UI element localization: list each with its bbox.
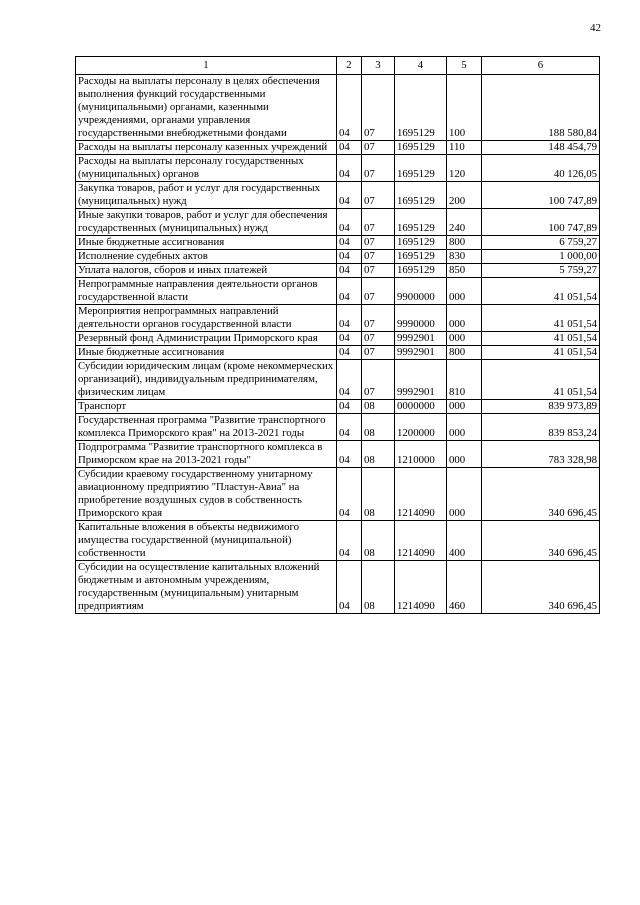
row-name-cell: Расходы на выплаты персоналу в целях обеспечения выполнения функций государственными (муниципальными) органами, казенными учреждениями, органами управления государственными внебюджетными фондами xyxy=(76,75,337,141)
header-cell: 2 xyxy=(337,57,362,75)
row-amount-cell: 100 747,89 xyxy=(482,209,600,236)
table-row xyxy=(76,305,600,332)
row-subsection-cell: 08 xyxy=(362,400,395,414)
row-name-cell: Транспорт xyxy=(76,400,337,414)
row-amount-cell: 5 759,27 xyxy=(482,264,600,278)
row-subsection-cell: 07 xyxy=(362,182,395,209)
row-amount-cell: 40 126,05 xyxy=(482,155,600,182)
header-cell: 6 xyxy=(482,57,600,75)
row-subsection-cell: 07 xyxy=(362,236,395,250)
row-expense-type-cell: 000 xyxy=(447,414,482,441)
row-subsection-cell: 07 xyxy=(362,305,395,332)
row-target-article-cell: 1210000 xyxy=(395,441,447,468)
row-section-cell: 04 xyxy=(337,332,362,346)
table-row xyxy=(76,264,600,278)
row-target-article-cell: 1695129 xyxy=(395,141,447,155)
row-expense-type-cell: 800 xyxy=(447,236,482,250)
row-section-cell: 04 xyxy=(337,264,362,278)
header-cell: 4 xyxy=(395,57,447,75)
row-expense-type-cell: 000 xyxy=(447,400,482,414)
row-target-article-cell: 9900000 xyxy=(395,278,447,305)
row-expense-type-cell: 000 xyxy=(447,468,482,521)
row-amount-cell: 340 696,45 xyxy=(482,521,600,561)
header-cell: 3 xyxy=(362,57,395,75)
table-row xyxy=(76,360,600,400)
row-amount-cell: 6 759,27 xyxy=(482,236,600,250)
row-expense-type-cell: 110 xyxy=(447,141,482,155)
row-subsection-cell: 08 xyxy=(362,561,395,614)
row-section-cell: 04 xyxy=(337,182,362,209)
row-subsection-cell: 07 xyxy=(362,346,395,360)
row-section-cell: 04 xyxy=(337,250,362,264)
row-section-cell: 04 xyxy=(337,360,362,400)
row-subsection-cell: 07 xyxy=(362,264,395,278)
table-header-row xyxy=(76,57,600,75)
table-row xyxy=(76,414,600,441)
row-section-cell: 04 xyxy=(337,155,362,182)
row-name-cell: Иные бюджетные ассигнования xyxy=(76,346,337,360)
row-name-cell: Уплата налогов, сборов и иных платежей xyxy=(76,264,337,278)
row-name-cell: Расходы на выплаты персоналу казенных учреждений xyxy=(76,141,337,155)
row-amount-cell: 188 580,84 xyxy=(482,75,600,141)
row-expense-type-cell: 000 xyxy=(447,441,482,468)
row-section-cell: 04 xyxy=(337,468,362,521)
row-expense-type-cell: 100 xyxy=(447,75,482,141)
table-row xyxy=(76,250,600,264)
row-name-cell: Иные бюджетные ассигнования xyxy=(76,236,337,250)
row-subsection-cell: 07 xyxy=(362,75,395,141)
row-expense-type-cell: 400 xyxy=(447,521,482,561)
row-subsection-cell: 07 xyxy=(362,360,395,400)
row-section-cell: 04 xyxy=(337,209,362,236)
row-target-article-cell: 9992901 xyxy=(395,360,447,400)
row-amount-cell: 41 051,54 xyxy=(482,332,600,346)
table-row xyxy=(76,209,600,236)
row-section-cell: 04 xyxy=(337,346,362,360)
row-name-cell: Расходы на выплаты персоналу государственных (муниципальных) органов xyxy=(76,155,337,182)
row-expense-type-cell: 240 xyxy=(447,209,482,236)
row-amount-cell: 1 000,00 xyxy=(482,250,600,264)
row-target-article-cell: 1214090 xyxy=(395,521,447,561)
row-section-cell: 04 xyxy=(337,441,362,468)
row-subsection-cell: 07 xyxy=(362,332,395,346)
row-subsection-cell: 07 xyxy=(362,141,395,155)
table-row xyxy=(76,441,600,468)
row-expense-type-cell: 800 xyxy=(447,346,482,360)
budget-table xyxy=(75,56,600,614)
row-name-cell: Иные закупки товаров, работ и услуг для обеспечения государственных (муниципальных) нужд xyxy=(76,209,337,236)
row-target-article-cell: 1214090 xyxy=(395,561,447,614)
row-expense-type-cell: 830 xyxy=(447,250,482,264)
row-section-cell: 04 xyxy=(337,305,362,332)
row-name-cell: Непрограммные направления деятельности органов государственной власти xyxy=(76,278,337,305)
table-row xyxy=(76,400,600,414)
row-subsection-cell: 08 xyxy=(362,468,395,521)
row-subsection-cell: 08 xyxy=(362,521,395,561)
row-target-article-cell: 1214090 xyxy=(395,468,447,521)
table-row xyxy=(76,182,600,209)
table-row xyxy=(76,332,600,346)
row-amount-cell: 783 328,98 xyxy=(482,441,600,468)
row-expense-type-cell: 850 xyxy=(447,264,482,278)
row-subsection-cell: 08 xyxy=(362,414,395,441)
row-expense-type-cell: 460 xyxy=(447,561,482,614)
row-amount-cell: 41 051,54 xyxy=(482,278,600,305)
row-name-cell: Субсидии юридическим лицам (кроме некоммерческих организаций), индивидуальным предпринимателям, физическим лицам xyxy=(76,360,337,400)
row-section-cell: 04 xyxy=(337,75,362,141)
row-target-article-cell: 1695129 xyxy=(395,264,447,278)
row-amount-cell: 839 973,89 xyxy=(482,400,600,414)
table-row xyxy=(76,346,600,360)
row-name-cell: Государственная программа "Развитие транспортного комплекса Приморского края" на 2013-2021 годы xyxy=(76,414,337,441)
row-name-cell: Капитальные вложения в объекты недвижимого имущества государственной (муниципальной) собственности xyxy=(76,521,337,561)
table-row xyxy=(76,561,600,614)
row-name-cell: Субсидии на осуществление капитальных вложений бюджетным и автономным учреждениям, государственным (муниципальным) унитарным предприятиям xyxy=(76,561,337,614)
row-target-article-cell: 1695129 xyxy=(395,209,447,236)
row-name-cell: Подпрограмма "Развитие транспортного комплекса в Приморском крае на 2013-2021 годы" xyxy=(76,441,337,468)
row-section-cell: 04 xyxy=(337,414,362,441)
row-subsection-cell: 07 xyxy=(362,278,395,305)
header-cell: 5 xyxy=(447,57,482,75)
row-expense-type-cell: 000 xyxy=(447,278,482,305)
row-subsection-cell: 07 xyxy=(362,209,395,236)
row-expense-type-cell: 200 xyxy=(447,182,482,209)
row-target-article-cell: 9992901 xyxy=(395,346,447,360)
table-row xyxy=(76,521,600,561)
row-expense-type-cell: 000 xyxy=(447,305,482,332)
row-section-cell: 04 xyxy=(337,561,362,614)
row-subsection-cell: 08 xyxy=(362,441,395,468)
row-amount-cell: 839 853,24 xyxy=(482,414,600,441)
row-target-article-cell: 1200000 xyxy=(395,414,447,441)
header-cell: 1 xyxy=(76,57,337,75)
row-target-article-cell: 1695129 xyxy=(395,75,447,141)
row-amount-cell: 41 051,54 xyxy=(482,346,600,360)
row-amount-cell: 148 454,79 xyxy=(482,141,600,155)
table-row xyxy=(76,75,600,141)
table-row xyxy=(76,155,600,182)
row-amount-cell: 100 747,89 xyxy=(482,182,600,209)
row-name-cell: Субсидии краевому государственному унитарному авиационному предприятию "Пластун-Авиа" на приобретение воздушных судов в собственность Приморского края xyxy=(76,468,337,521)
row-target-article-cell: 0000000 xyxy=(395,400,447,414)
row-amount-cell: 41 051,54 xyxy=(482,305,600,332)
row-expense-type-cell: 810 xyxy=(447,360,482,400)
table-row xyxy=(76,236,600,250)
row-name-cell: Исполнение судебных актов xyxy=(76,250,337,264)
row-target-article-cell: 1695129 xyxy=(395,182,447,209)
row-section-cell: 04 xyxy=(337,236,362,250)
row-amount-cell: 41 051,54 xyxy=(482,360,600,400)
row-expense-type-cell: 120 xyxy=(447,155,482,182)
row-section-cell: 04 xyxy=(337,141,362,155)
row-target-article-cell: 1695129 xyxy=(395,250,447,264)
row-section-cell: 04 xyxy=(337,521,362,561)
row-target-article-cell: 1695129 xyxy=(395,155,447,182)
page-number: 42 xyxy=(590,22,601,34)
table-row xyxy=(76,141,600,155)
row-name-cell: Резервный фонд Администрации Приморского края xyxy=(76,332,337,346)
row-expense-type-cell: 000 xyxy=(447,332,482,346)
row-section-cell: 04 xyxy=(337,278,362,305)
table-row xyxy=(76,468,600,521)
row-target-article-cell: 1695129 xyxy=(395,236,447,250)
row-target-article-cell: 9990000 xyxy=(395,305,447,332)
row-section-cell: 04 xyxy=(337,400,362,414)
row-amount-cell: 340 696,45 xyxy=(482,561,600,614)
row-subsection-cell: 07 xyxy=(362,155,395,182)
table-row xyxy=(76,278,600,305)
row-name-cell: Закупка товаров, работ и услуг для государственных (муниципальных) нужд xyxy=(76,182,337,209)
row-target-article-cell: 9992901 xyxy=(395,332,447,346)
row-name-cell: Мероприятия непрограммных направлений деятельности органов государственной власти xyxy=(76,305,337,332)
row-amount-cell: 340 696,45 xyxy=(482,468,600,521)
row-subsection-cell: 07 xyxy=(362,250,395,264)
